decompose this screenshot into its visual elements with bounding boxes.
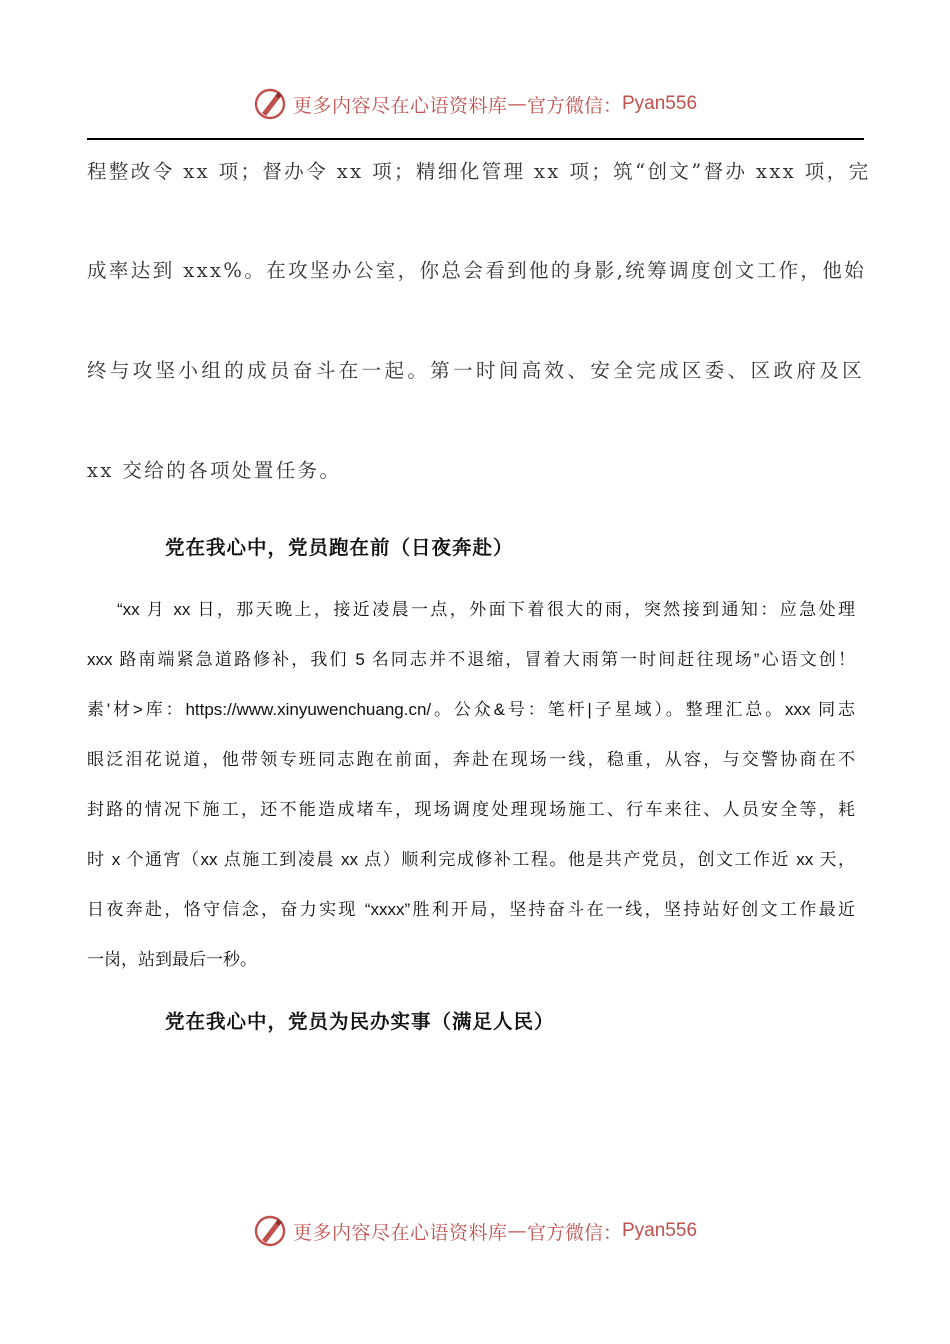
banner-dash: — [507, 1220, 527, 1242]
paragraph-line-4: 眼泛泪花说道，他带领专班同志跑在前面，奔赴在现场一线，稳重，从容，与交警协商在不 [87, 750, 855, 769]
paragraph-line-8: 一岗，站到最后一秒。 [87, 950, 257, 969]
pen-logo-icon [253, 87, 287, 121]
paragraph-line-2: xxx 路南端紧急道路修补，我们 5 名同志并不退缩，冒着大雨第一时间赶往现场”心语文创！ [87, 650, 855, 669]
paragraph-line-1: “xx 月 xx 日，那天晚上，接近凌晨一点，外面下着很大的雨，突然接到通知：应急处理 [117, 600, 855, 619]
header-rule [87, 138, 864, 140]
banner-wechat-id: Pyan556 [622, 93, 698, 114]
section-heading-2: 党在我心中，党员为民办实事（满足人民） [165, 1010, 555, 1033]
body-line-2: 成率达到 xxx%。在攻坚办公室，你总会看到他的身影,统筹调度创文工作，他始 [87, 259, 867, 282]
banner-wechat-id: Pyan556 [622, 1220, 698, 1241]
pen-logo-icon [253, 1214, 287, 1248]
banner-official-label: 官方微信： [526, 1221, 622, 1244]
body-line-4: xx 交给的各项处置任务。 [87, 459, 342, 482]
body-line-1: 程整改令 xx 项；督办令 xx 项；精细化管理 xx 项；筑“创文”督办 xxx 项，完 [87, 160, 871, 183]
banner-official-label: 官方微信： [526, 94, 622, 117]
footer-banner [0, 1211, 950, 1251]
paragraph-line-7: 日夜奔赴，恪守信念，奋力实现 “xxxx”胜利开局，坚持奋斗在一线，坚持站好创文工作最近 [87, 900, 855, 919]
banner-dash: — [507, 93, 527, 115]
section-heading-1: 党在我心中，党员跑在前（日夜奔赴） [165, 536, 514, 559]
paragraph-line-3: 素'材>库：https://www.xinyuwenchuang.cn/。公众&号：笔杆|子星域）。整理汇总。xxx 同志 [87, 700, 855, 719]
paragraph-line-6: 时 x 个通宵（xx 点施工到凌晨 xx 点）顺利完成修补工程。他是共产党员，创文工作近 xx 天， [87, 850, 855, 869]
banner-main-text: 更多内容尽在心语资料库 [292, 1221, 508, 1244]
paragraph-line-5: 封路的情况下施工，还不能造成堵车，现场调度处理现场施工、行车来往、人员安全等，耗 [87, 800, 855, 819]
banner-main-text: 更多内容尽在心语资料库 [292, 94, 508, 117]
body-line-3: 终与攻坚小组的成员奋斗在一起。第一时间高效、安全完成区委、区政府及区 [87, 359, 864, 382]
header-banner [0, 84, 950, 124]
